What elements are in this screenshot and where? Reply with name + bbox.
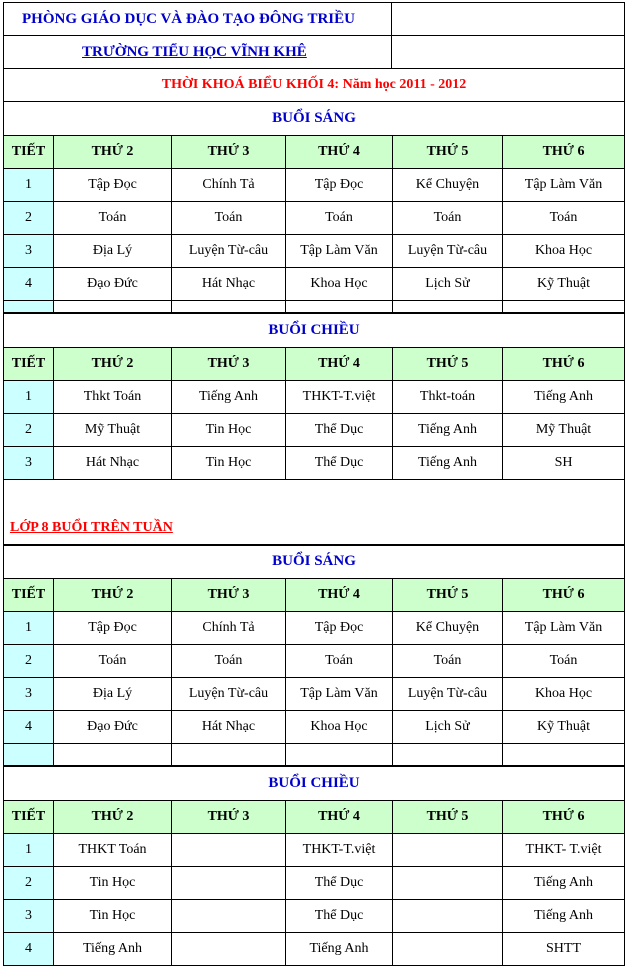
table-row: 2 Mỹ Thuật Tin Học Thể Dục Tiếng Anh Mỹ Thuật (4, 414, 625, 447)
dept-name: PHÒNG GIÁO DỤC VÀ ĐÀO TẠO ĐÔNG TRIỀU (4, 3, 392, 36)
s1-afternoon-table: BUỔI CHIỀU TIẾT THỨ 2 THỨ 3 THỨ 4 THỨ 5 THỨ 6 1 Thkt Toán Tiếng Anh THKT-T.việt Thkt-toán Tiếng Anh 2 Mỹ Thuật Tin Học Thể Dục Tiếng Anh Mỹ Thuật 3 Hát Nhạc Tin Học Thể Dục Tiếng Anh SH (3, 313, 625, 480)
table-row: 3 Tin Học Thể Dục Tiếng Anh (4, 900, 625, 933)
s1-afternoon-label: BUỔI CHIỀU (4, 314, 625, 348)
table-row: 2 Tin Học Thể Dục Tiếng Anh (4, 867, 625, 900)
s2-afternoon-label: BUỔI CHIỀU (4, 767, 625, 801)
col-tue: THỨ 3 (172, 136, 286, 169)
table-row: 1 Thkt Toán Tiếng Anh THKT-T.việt Thkt-toán Tiếng Anh (4, 381, 625, 414)
table-row: 4 Đạo Đức Hát Nhạc Khoa Học Lịch Sử Kỹ Thuật (4, 711, 625, 744)
table-row: 1 Tập Đọc Chính Tả Tập Đọc Kể Chuyện Tập Làm Văn (4, 612, 625, 645)
s2-afternoon-table: BUỔI CHIỀU TIẾT THỨ 2 THỨ 3 THỨ 4 THỨ 5 THỨ 6 1 THKT Toán THKT-T.việt THKT- T.việt 2 Tin Học Thể Dục Tiếng Anh 3 Tin Học Thể Dục Tiếng Anh 4 Tiếng Anh Tiếng Anh SHTT (3, 766, 625, 966)
s2-title-table (3, 479, 625, 546)
header-table (3, 2, 625, 102)
table-row: 4 Tiếng Anh Tiếng Anh SHTT (4, 933, 625, 966)
table-row: 3 Địa Lý Luyện Từ-câu Tập Làm Văn Luyện Từ-câu Khoa Học (4, 235, 625, 268)
table-row: 1 THKT Toán THKT-T.việt THKT- T.việt (4, 834, 625, 867)
s1-morning-table (3, 101, 625, 313)
col-period: TIẾT (4, 136, 54, 169)
col-fri: THỨ 6 (503, 136, 625, 169)
s2-morning-label: BUỔI SÁNG (4, 545, 625, 579)
table-row: 2 Toán Toán Toán Toán Toán (4, 645, 625, 678)
s2-morning-table: BUỔI SÁNG TIẾT THỨ 2 THỨ 3 THỨ 4 THỨ 5 THỨ 6 1 Tập Đọc Chính Tả Tập Đọc Kể Chuyện Tập Làm Văn 2 Toán Toán Toán Toán Toán 3 Địa Lý Luyện Từ-câu Tập Làm Văn Luyện Từ-câu Khoa Học 4 Đạo Đức Hát Nhạc Khoa Học Lịch Sử Kỹ Thuật (3, 544, 625, 766)
table-row: 3 Địa Lý Luyện Từ-câu Tập Làm Văn Luyện Từ-câu Khoa Học (4, 678, 625, 711)
col-mon: THỨ 2 (54, 136, 172, 169)
col-wed: THỨ 4 (286, 136, 393, 169)
col-thu: THỨ 5 (393, 136, 503, 169)
table-row: 1 Tập Đọc Chính Tả Tập Đọc Kể Chuyện Tập Làm Văn (4, 169, 625, 202)
table-row: 3 Hát Nhạc Tin Học Thể Dục Tiếng Anh SH (4, 447, 625, 480)
s1-morning-label: BUỔI SÁNG (4, 102, 625, 136)
table-row: 2 Toán Toán Toán Toán Toán (4, 202, 625, 235)
timetable-title: THỜI KHOÁ BIỂU KHỐI 4: Năm học 2011 - 2012 (4, 69, 625, 102)
school-name: TRƯỜNG TIỂU HỌC VĨNH KHÊ (4, 36, 392, 69)
table-row: 4 Đạo Đức Hát Nhạc Khoa Học Lịch Sử Kỹ Thuật (4, 268, 625, 301)
section2-title: LỚP 8 BUỔI TRÊN TUẦN (4, 512, 625, 546)
